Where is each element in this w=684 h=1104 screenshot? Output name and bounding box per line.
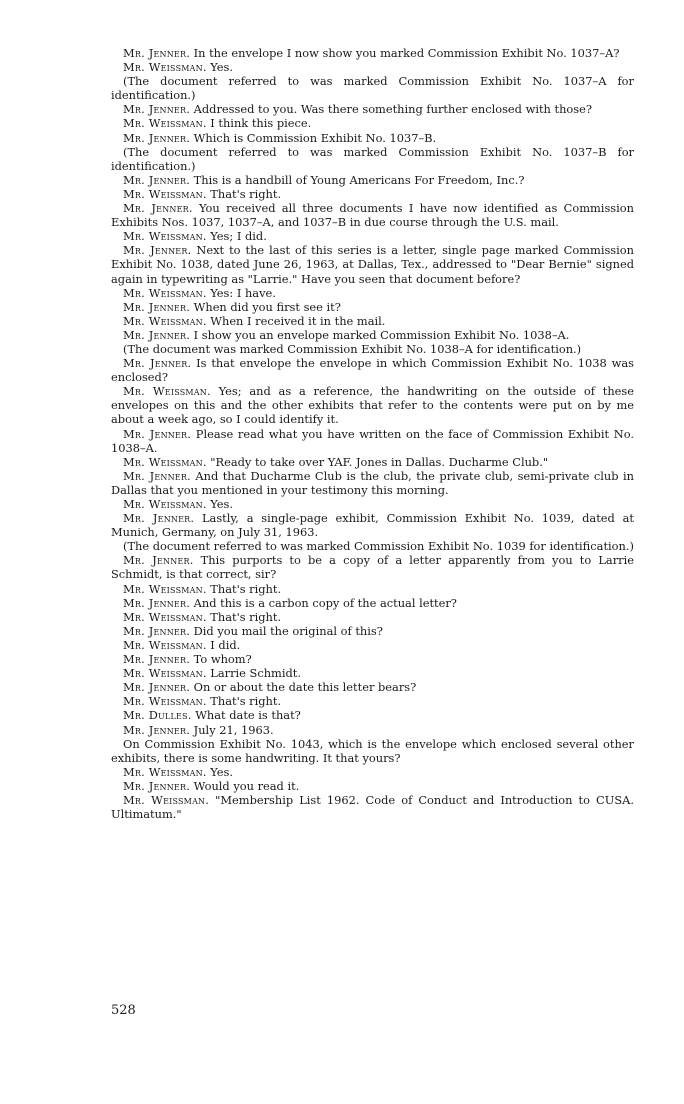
transcript-paragraph [111,666,634,680]
paragraph-text: Yes. [206,764,234,779]
transcript-paragraph [111,596,634,610]
paragraph-text: On Commission Exhibit No. 1043, which is the envelope which enclosed several other exhibits, there is some handwriting. It that yours? [111,736,634,765]
transcript-paragraph [111,102,634,116]
transcript-paragraph [111,737,634,765]
transcript-paragraph [111,187,634,201]
paragraph-text: (The document referred to was marked Commission Exhibit No. 1037–B for identification.) [111,144,634,173]
paragraph-text: Yes; I did. [206,229,267,244]
transcript-paragraph [111,497,634,511]
speaker-label: Mr. Jenner. [123,595,191,610]
transcript-paragraph [111,779,634,793]
paragraph-text: That's right. [206,609,282,624]
paragraph-text: Yes; and as a reference, the handwriting on the outside of these envelopes on this and the other exhibits that refer to the contents were put on by me about a week ago, so I could identify it. [111,384,634,427]
paragraph-text: What date is that? [191,708,301,723]
speaker-label: Mr. Weissman. [123,229,207,244]
paragraph-text: Yes. [206,497,234,511]
paragraph-text: To whom? [190,652,252,667]
speaker-label: Mr. Weissman. [123,497,207,511]
transcript-paragraph [111,328,634,342]
speaker-label: Mr. Weissman. [123,581,207,596]
paragraph-text: That's right. [206,581,282,596]
paragraph-text: Larrie Schmidt. [206,666,301,681]
speaker-label: Mr. Jenner. [123,327,191,342]
paragraph-text: (The document referred to was marked Commission Exhibit No. 1037–A for identification.) [111,74,634,103]
paragraph-text: (The document referred to was marked Commission Exhibit No. 1039 for identification.) [123,539,634,554]
transcript-paragraph [111,553,634,581]
paragraph-text: "Ready to take over YAF. Jones in Dallas. Ducharme Club." [206,454,549,469]
speaker-label: Mr. Jenner. [123,778,191,793]
paragraph-text: July 21, 1963. [190,722,274,737]
transcript-paragraph [111,384,634,426]
speaker-label: Mr. Jenner. [123,46,191,60]
page-number: 528 [111,1003,136,1018]
transcript-paragraph [111,765,634,779]
speaker-label: Mr. Dulles. [123,708,192,723]
speaker-label: Mr. Weissman. [123,60,207,75]
speaker-label: Mr. Jenner. [123,201,193,216]
paragraph-text: Lastly, a single-page exhibit, Commission Exhibit No. 1039, dated at Munich, Germany, on July 31, 1963. [111,511,634,540]
paragraph-text: Yes: I have. [206,285,276,300]
paragraph-text: (The document was marked Commission Exhibit No. 1038–A for identification.) [123,341,582,356]
paragraph-text: That's right. [206,186,282,201]
transcript-paragraph [111,314,634,328]
transcript-paragraph [111,286,634,300]
speaker-label: Mr. Jenner. [123,130,191,145]
transcript-paragraph [111,173,634,187]
paragraph-text: Addressed to you. Was there something further enclosed with those? [190,102,592,117]
transcript-paragraph [111,624,634,638]
paragraph-text: Next to the last of this series is a letter, single page marked Commission Exhibit No. 1038, dated June 26, 1963, at Dallas, Tex., addressed to "Dear Bernie" signed again in typewriting as "Larrie." Have you seen that document before? [111,243,634,286]
transcript-paragraph [111,229,634,243]
paragraph-text: You received all three documents I have now identified as Commission Exhibits Nos. 1037, 1037–A, and 1037–B in due course through the U.S. mail. [111,201,634,230]
paragraph-text: Would you read it. [190,778,300,793]
paragraph-text: I did. [206,637,241,652]
transcript-body [111,46,634,821]
transcript-paragraph [111,116,634,130]
transcript-paragraph [111,539,634,553]
paragraph-text: Please read what you have written on the face of Commission Exhibit No. 1038–A. [111,426,634,455]
paragraph-text: This is a handbill of Young Americans For Freedom, Inc.? [190,172,525,187]
paragraph-text: On or about the date this letter bears? [190,680,417,695]
transcript-paragraph [111,469,634,497]
transcript-paragraph [111,131,634,145]
transcript-paragraph [111,201,634,229]
transcript-paragraph [111,638,634,652]
speaker-label: Mr. Weissman. [123,186,207,201]
paragraph-text: That's right. [206,694,282,709]
speaker-label: Mr. Jenner. [123,172,191,187]
speaker-label: Mr. Weissman. [123,637,207,652]
transcript-paragraph [111,356,634,384]
transcript-paragraph [111,74,634,102]
transcript-paragraph [111,342,634,356]
transcript-paragraph [111,46,634,60]
paragraph-text: Yes. [206,60,234,75]
paragraph-text: When did you first see it? [190,299,341,314]
transcript-paragraph [111,60,634,74]
transcript-paragraph [111,694,634,708]
speaker-label: Mr. Jenner. [123,356,192,371]
paragraph-text: When I received it in the mail. [206,313,386,328]
speaker-label: Mr. Weissman. [123,116,207,131]
transcript-paragraph [111,455,634,469]
speaker-label: Mr. Jenner. [123,511,195,526]
paragraph-text: And this is a carbon copy of the actual letter? [190,595,457,610]
paragraph-text: Is that envelope the envelope in which Commission Exhibit No. 1038 was enclosed? [111,356,634,385]
paragraph-text: I think this piece. [206,116,312,131]
speaker-label: Mr. Weissman. [123,792,210,807]
paragraph-text: In the envelope I now show you marked Commission Exhibit No. 1037–A? [190,46,620,60]
speaker-label: Mr. Jenner. [123,243,192,258]
speaker-label: Mr. Jenner. [123,722,191,737]
paragraph-text: Did you mail the original of this? [190,623,383,638]
transcript-paragraph [111,582,634,596]
speaker-label: Mr. Weissman. [123,764,207,779]
transcript-paragraph [111,427,634,455]
speaker-label: Mr. Jenner. [123,553,194,568]
paragraph-text: I show you an envelope marked Commission Exhibit No. 1038–A. [190,327,570,342]
paragraph-text: Which is Commission Exhibit No. 1037–B. [190,130,437,145]
transcript-paragraph [111,511,634,539]
paragraph-text: "Membership List 1962. Code of Conduct and Introduction to CUSA. Ultimatum." [111,792,634,822]
transcript-paragraph [111,793,634,821]
speaker-label: Mr. Weissman. [123,285,207,300]
transcript-paragraph [111,145,634,173]
speaker-label: Mr. Weissman. [123,384,211,399]
speaker-label: Mr. Jenner. [123,426,192,441]
transcript-paragraph [111,723,634,737]
transcript-paragraph [111,243,634,285]
transcript-paragraph [111,300,634,314]
transcript-paragraph [111,708,634,722]
speaker-label: Mr. Jenner. [123,468,191,483]
paragraph-text: And that Ducharme Club is the club, the private club, semi-private club in Dallas that you mentioned in your testimony this morning. [111,468,634,497]
speaker-label: Mr. Weissman. [123,313,207,328]
speaker-label: Mr. Jenner. [123,680,191,695]
speaker-label: Mr. Jenner. [123,652,191,667]
paragraph-text: This purports to be a copy of a letter apparently from you to Larrie Schmidt, is that correct, sir? [111,553,634,582]
speaker-label: Mr. Weissman. [123,694,207,709]
transcript-paragraph [111,610,634,624]
speaker-label: Mr. Jenner. [123,299,191,314]
speaker-label: Mr. Weissman. [123,666,207,681]
speaker-label: Mr. Weissman. [123,454,207,469]
speaker-label: Mr. Weissman. [123,609,207,624]
transcript-paragraph [111,680,634,694]
speaker-label: Mr. Jenner. [123,102,191,117]
speaker-label: Mr. Jenner. [123,623,191,638]
transcript-paragraph [111,652,634,666]
